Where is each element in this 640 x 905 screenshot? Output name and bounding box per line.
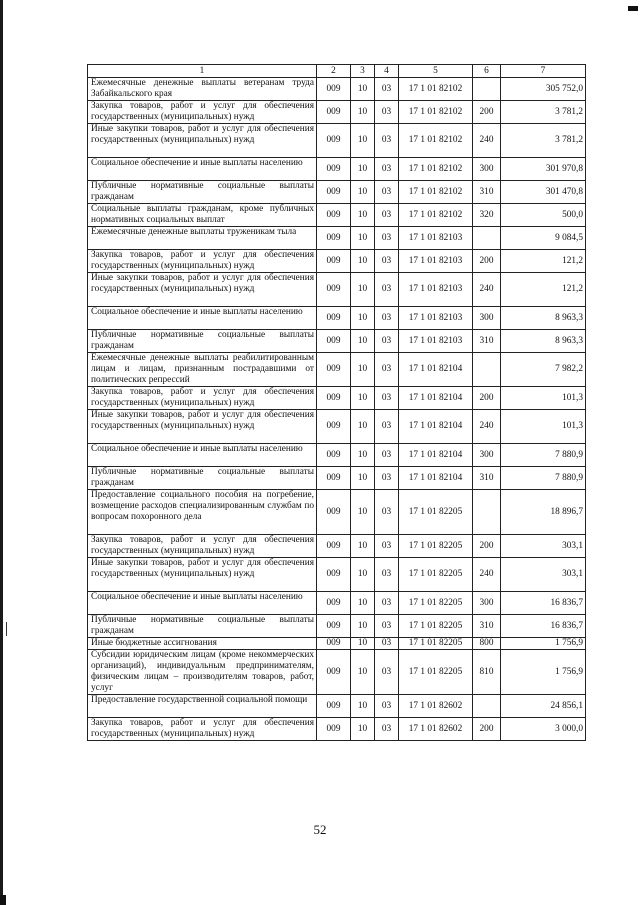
subsection-cell: 03 (375, 650, 399, 695)
expense-name-cell: Ежемесячные денежные выплаты ветеранам труда Забайкальского края (88, 78, 317, 101)
target-article-cell: 17 1 01 82102 (399, 78, 473, 101)
ministry-code-cell: 009 (317, 227, 351, 250)
expense-type-cell: 240 (473, 558, 501, 592)
section-cell: 10 (351, 535, 375, 558)
target-article-cell: 17 1 01 82103 (399, 273, 473, 307)
section-cell: 10 (351, 78, 375, 101)
subsection-cell: 03 (375, 330, 399, 353)
ministry-code-cell: 009 (317, 101, 351, 124)
expense-type-cell: 300 (473, 307, 501, 330)
target-article-cell: 17 1 01 82602 (399, 695, 473, 718)
table-row (88, 101, 586, 124)
expense-type-cell: 200 (473, 250, 501, 273)
table-row (88, 250, 586, 273)
expense-name-cell: Иные бюджетные ассигнования (88, 638, 317, 650)
table-row (88, 558, 586, 592)
table-row (88, 124, 586, 158)
column-header: 4 (375, 65, 399, 78)
expense-name-cell: Закупка товаров, работ и услуг для обеспечения государственных (муниципальных) нужд (88, 250, 317, 273)
scan-corner-mark (628, 6, 638, 11)
scan-margin-mark (6, 622, 7, 636)
amount-cell: 8 963,3 (501, 307, 586, 330)
subsection-cell: 03 (375, 101, 399, 124)
subsection-cell: 03 (375, 592, 399, 615)
amount-cell: 101,3 (501, 410, 586, 444)
amount-cell: 3 781,2 (501, 124, 586, 158)
scan-corner-mark-bottom (0, 895, 6, 905)
table-row (88, 695, 586, 718)
section-cell: 10 (351, 467, 375, 490)
target-article-cell: 17 1 01 82104 (399, 467, 473, 490)
column-header: 6 (473, 65, 501, 78)
table-row (88, 467, 586, 490)
section-cell: 10 (351, 638, 375, 650)
expense-type-cell (473, 78, 501, 101)
expense-name-cell: Социальное обеспечение и иные выплаты населению (88, 444, 317, 467)
target-article-cell: 17 1 01 82104 (399, 387, 473, 410)
table-row (88, 227, 586, 250)
table-row (88, 592, 586, 615)
section-cell: 10 (351, 204, 375, 227)
amount-cell: 9 084,5 (501, 227, 586, 250)
expense-type-cell: 200 (473, 535, 501, 558)
target-article-cell: 17 1 01 82205 (399, 592, 473, 615)
expense-type-cell: 240 (473, 273, 501, 307)
amount-cell: 121,2 (501, 273, 586, 307)
section-cell: 10 (351, 592, 375, 615)
subsection-cell: 03 (375, 535, 399, 558)
subsection-cell: 03 (375, 78, 399, 101)
table-row (88, 330, 586, 353)
target-article-cell: 17 1 01 82102 (399, 101, 473, 124)
section-cell: 10 (351, 410, 375, 444)
expense-name-cell: Ежемесячные денежные выплаты реабилитированным лицам и лицам, признанным пострадавшими от политических репрессий (88, 353, 317, 387)
subsection-cell: 03 (375, 638, 399, 650)
column-header: 1 (88, 65, 317, 78)
section-cell: 10 (351, 227, 375, 250)
section-cell: 10 (351, 101, 375, 124)
amount-cell: 7 880,9 (501, 444, 586, 467)
expense-type-cell: 310 (473, 181, 501, 204)
table-row (88, 273, 586, 307)
column-header: 3 (351, 65, 375, 78)
ministry-code-cell: 009 (317, 535, 351, 558)
subsection-cell: 03 (375, 273, 399, 307)
ministry-code-cell: 009 (317, 490, 351, 535)
amount-cell: 16 836,7 (501, 592, 586, 615)
subsection-cell: 03 (375, 227, 399, 250)
subsection-cell: 03 (375, 204, 399, 227)
expense-name-cell: Социальное обеспечение и иные выплаты населению (88, 307, 317, 330)
table-row (88, 181, 586, 204)
amount-cell: 121,2 (501, 250, 586, 273)
subsection-cell: 03 (375, 124, 399, 158)
ministry-code-cell: 009 (317, 273, 351, 307)
column-header: 7 (501, 65, 586, 78)
target-article-cell: 17 1 01 82104 (399, 353, 473, 387)
expense-type-cell: 240 (473, 124, 501, 158)
section-cell: 10 (351, 650, 375, 695)
expense-name-cell: Закупка товаров, работ и услуг для обеспечения государственных (муниципальных) нужд (88, 387, 317, 410)
subsection-cell: 03 (375, 490, 399, 535)
table-row (88, 535, 586, 558)
expense-name-cell: Предоставление государственной социальной помощи (88, 695, 317, 718)
amount-cell: 101,3 (501, 387, 586, 410)
expense-name-cell: Иные закупки товаров, работ и услуг для обеспечения государственных (муниципальных) нужд (88, 124, 317, 158)
subsection-cell: 03 (375, 444, 399, 467)
table-row (88, 490, 586, 535)
target-article-cell: 17 1 01 82102 (399, 158, 473, 181)
amount-cell: 305 752,0 (501, 78, 586, 101)
target-article-cell: 17 1 01 82602 (399, 718, 473, 741)
ministry-code-cell: 009 (317, 558, 351, 592)
section-cell: 10 (351, 695, 375, 718)
expense-type-cell: 300 (473, 444, 501, 467)
table-row (88, 78, 586, 101)
expense-name-cell: Публичные нормативные социальные выплаты гражданам (88, 181, 317, 204)
amount-cell: 301 470,8 (501, 181, 586, 204)
subsection-cell: 03 (375, 158, 399, 181)
expense-type-cell: 200 (473, 718, 501, 741)
target-article-cell: 17 1 01 82205 (399, 535, 473, 558)
subsection-cell: 03 (375, 695, 399, 718)
section-cell: 10 (351, 250, 375, 273)
target-article-cell: 17 1 01 82102 (399, 124, 473, 158)
section-cell: 10 (351, 158, 375, 181)
table-row (88, 410, 586, 444)
amount-cell: 18 896,7 (501, 490, 586, 535)
table-row (88, 638, 586, 650)
amount-cell: 24 856,1 (501, 695, 586, 718)
column-header: 5 (399, 65, 473, 78)
amount-cell: 3 000,0 (501, 718, 586, 741)
expense-name-cell: Закупка товаров, работ и услуг для обеспечения государственных (муниципальных) нужд (88, 101, 317, 124)
table-row (88, 204, 586, 227)
section-cell: 10 (351, 444, 375, 467)
table-row (88, 650, 586, 695)
expense-type-cell: 310 (473, 330, 501, 353)
amount-cell: 303,1 (501, 558, 586, 592)
header-row (88, 65, 586, 78)
expense-name-cell: Социальное обеспечение и иные выплаты населению (88, 158, 317, 181)
subsection-cell: 03 (375, 250, 399, 273)
page-number: 52 (313, 822, 327, 837)
section-cell: 10 (351, 558, 375, 592)
amount-cell: 16 836,7 (501, 615, 586, 638)
section-cell: 10 (351, 307, 375, 330)
expense-type-cell: 200 (473, 387, 501, 410)
target-article-cell: 17 1 01 82205 (399, 615, 473, 638)
amount-cell: 1 756,9 (501, 650, 586, 695)
expense-type-cell: 300 (473, 158, 501, 181)
expense-name-cell: Социальные выплаты гражданам, кроме публичных нормативных социальных выплат (88, 204, 317, 227)
subsection-cell: 03 (375, 558, 399, 592)
target-article-cell: 17 1 01 82102 (399, 181, 473, 204)
ministry-code-cell: 009 (317, 78, 351, 101)
ministry-code-cell: 009 (317, 250, 351, 273)
section-cell: 10 (351, 330, 375, 353)
section-cell: 10 (351, 387, 375, 410)
expense-type-cell: 810 (473, 650, 501, 695)
expense-type-cell (473, 353, 501, 387)
ministry-code-cell: 009 (317, 592, 351, 615)
expense-type-cell: 200 (473, 101, 501, 124)
budget-table-body (88, 65, 586, 741)
expense-name-cell: Закупка товаров, работ и услуг для обеспечения государственных (муниципальных) нужд (88, 718, 317, 741)
table-row (88, 387, 586, 410)
table-row (88, 444, 586, 467)
section-cell: 10 (351, 490, 375, 535)
ministry-code-cell: 009 (317, 615, 351, 638)
amount-cell: 301 970,8 (501, 158, 586, 181)
table-row (88, 158, 586, 181)
section-cell: 10 (351, 273, 375, 307)
subsection-cell: 03 (375, 307, 399, 330)
ministry-code-cell: 009 (317, 353, 351, 387)
ministry-code-cell: 009 (317, 444, 351, 467)
table-row (88, 615, 586, 638)
expense-name-cell: Иные закупки товаров, работ и услуг для обеспечения государственных (муниципальных) нужд (88, 558, 317, 592)
ministry-code-cell: 009 (317, 638, 351, 650)
budget-table (87, 64, 586, 741)
expense-name-cell: Публичные нормативные социальные выплаты гражданам (88, 330, 317, 353)
table-row (88, 718, 586, 741)
table-row (88, 307, 586, 330)
amount-cell: 7 880,9 (501, 467, 586, 490)
amount-cell: 3 781,2 (501, 101, 586, 124)
ministry-code-cell: 009 (317, 695, 351, 718)
ministry-code-cell: 009 (317, 387, 351, 410)
target-article-cell: 17 1 01 82104 (399, 410, 473, 444)
expense-name-cell: Социальное обеспечение и иные выплаты населению (88, 592, 317, 615)
expense-name-cell: Субсидии юридическим лицам (кроме некоммерческих организаций), индивидуальным предпринимателям, физическим лицам – производителям товаров, работ, услуг (88, 650, 317, 695)
ministry-code-cell: 009 (317, 467, 351, 490)
ministry-code-cell: 009 (317, 158, 351, 181)
expense-type-cell: 240 (473, 410, 501, 444)
expense-type-cell: 310 (473, 615, 501, 638)
ministry-code-cell: 009 (317, 307, 351, 330)
subsection-cell: 03 (375, 410, 399, 444)
scan-left-edge (0, 0, 3, 905)
ministry-code-cell: 009 (317, 650, 351, 695)
subsection-cell: 03 (375, 615, 399, 638)
expense-name-cell: Закупка товаров, работ и услуг для обеспечения государственных (муниципальных) нужд (88, 535, 317, 558)
subsection-cell: 03 (375, 387, 399, 410)
expense-name-cell: Публичные нормативные социальные выплаты гражданам (88, 467, 317, 490)
target-article-cell: 17 1 01 82103 (399, 307, 473, 330)
ministry-code-cell: 009 (317, 330, 351, 353)
subsection-cell: 03 (375, 467, 399, 490)
target-article-cell: 17 1 01 82205 (399, 638, 473, 650)
expense-type-cell (473, 490, 501, 535)
section-cell: 10 (351, 615, 375, 638)
expense-name-cell: Публичные нормативные социальные выплаты гражданам (88, 615, 317, 638)
subsection-cell: 03 (375, 718, 399, 741)
ministry-code-cell: 009 (317, 181, 351, 204)
ministry-code-cell: 009 (317, 124, 351, 158)
amount-cell: 500,0 (501, 204, 586, 227)
amount-cell: 303,1 (501, 535, 586, 558)
subsection-cell: 03 (375, 353, 399, 387)
target-article-cell: 17 1 01 82104 (399, 444, 473, 467)
expense-name-cell: Ежемесячные денежные выплаты труженикам тыла (88, 227, 317, 250)
subsection-cell: 03 (375, 181, 399, 204)
ministry-code-cell: 009 (317, 410, 351, 444)
target-article-cell: 17 1 01 82103 (399, 330, 473, 353)
target-article-cell: 17 1 01 82103 (399, 227, 473, 250)
expense-type-cell: 310 (473, 467, 501, 490)
expense-name-cell: Иные закупки товаров, работ и услуг для обеспечения государственных (муниципальных) нужд (88, 273, 317, 307)
section-cell: 10 (351, 181, 375, 204)
expense-name-cell: Предоставление социального пособия на погребение, возмещение расходов специализированным службам по вопросам похоронного дела (88, 490, 317, 535)
section-cell: 10 (351, 718, 375, 741)
section-cell: 10 (351, 124, 375, 158)
expense-type-cell (473, 695, 501, 718)
column-header: 2 (317, 65, 351, 78)
target-article-cell: 17 1 01 82103 (399, 250, 473, 273)
target-article-cell: 17 1 01 82205 (399, 558, 473, 592)
target-article-cell: 17 1 01 82205 (399, 490, 473, 535)
ministry-code-cell: 009 (317, 718, 351, 741)
target-article-cell: 17 1 01 82205 (399, 650, 473, 695)
amount-cell: 1 756,9 (501, 638, 586, 650)
expense-type-cell: 800 (473, 638, 501, 650)
table-row (88, 353, 586, 387)
expense-type-cell: 300 (473, 592, 501, 615)
expense-type-cell: 320 (473, 204, 501, 227)
amount-cell: 8 963,3 (501, 330, 586, 353)
target-article-cell: 17 1 01 82102 (399, 204, 473, 227)
section-cell: 10 (351, 353, 375, 387)
expense-name-cell: Иные закупки товаров, работ и услуг для обеспечения государственных (муниципальных) нужд (88, 410, 317, 444)
expense-type-cell (473, 227, 501, 250)
ministry-code-cell: 009 (317, 204, 351, 227)
amount-cell: 7 982,2 (501, 353, 586, 387)
